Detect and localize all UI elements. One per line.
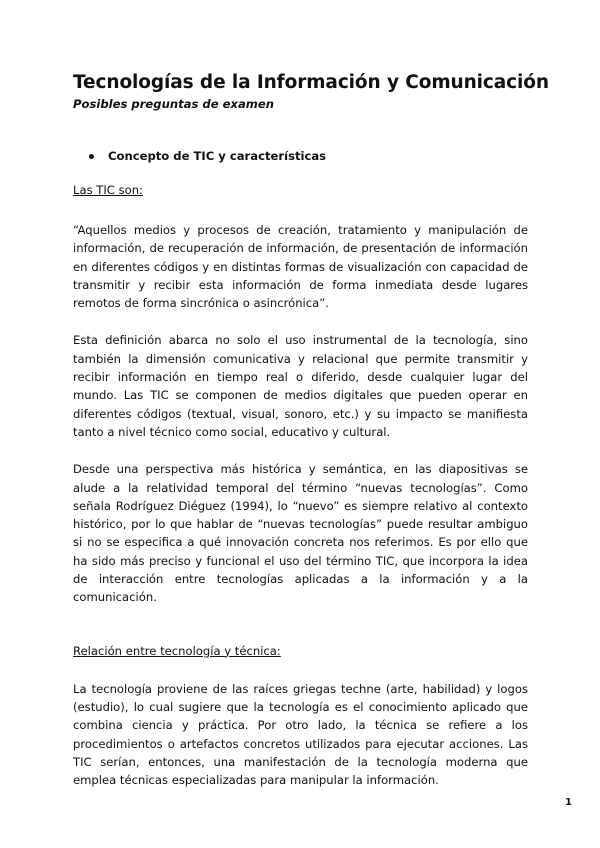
bullet-item-label: Concepto de TIC y características (108, 149, 327, 163)
page-number: 1 (565, 797, 572, 808)
section-heading-tecnologia-tecnica: Relación entre tecnología y técnica: (73, 643, 281, 658)
paragraph: La tecnología proviene de las raíces griegas techne (arte, habilidad) y logos (estudio), lo cual sugiere que la tecnología es el conocimiento aplicado que combina ciencia y práctica. Por otro lado, la técnica se refiere a los procedimientos o artefactos concretos utilizados para ejecutar acciones. Las TIC serían, entonces, una manifestación de la tecnología moderna que emplea técnicas especializadas para manipular la información. (73, 681, 528, 788)
paragraph: Desde una perspectiva más histórica y semántica, en las diapositivas se alude a la relatividad temporal del término “nuevas tecnologías”. Como señala Rodríguez Diéguez (1994), lo “nuevo” es siempre relativo al contexto histórico, por lo que hablar de “nuevas tecnologías” puede resultar ambiguo si no se especifica a qué innovación concreta nos referimos. Es por ello que ha sido más preciso y funcional el uso del término TIC, que incorpora la idea de interacción entre tecnologías aplicadas a la información y a la comunicación. (73, 462, 528, 605)
document-title: Tecnologías de la Información y Comunicación (73, 72, 549, 93)
bullet-item (89, 148, 528, 164)
document-subtitle: Posibles preguntas de examen (73, 97, 274, 111)
bullet-dot-icon (89, 154, 94, 159)
section-heading-tic: Las TIC son: (73, 183, 143, 197)
paragraph: Esta definición abarca no solo el uso instrumental de la tecnología, sino también la dimensión comunicativa y relacional que permite transmitir y recibir información en tiempo real o diferido, desde cualquier lugar del mundo. Las TIC se componen de medios digitales que pueden operar en diferentes códigos (textual, visual, sonoro, etc.) y su impacto se manifiesta tanto a nivel técnico como social, educativo y cultural. (73, 333, 528, 439)
document-page (73, 70, 549, 789)
paragraph: “Aquellos medios y procesos de creación, tratamiento y manipulación de información, de recuperación de información, de presentación de información en diferentes códigos y en distintas formas de visualización con capacidad de transmitir y recibir esta información de forma inmediata desde lugares remotos de forma sincrónica o asincrónica”. (73, 223, 528, 311)
